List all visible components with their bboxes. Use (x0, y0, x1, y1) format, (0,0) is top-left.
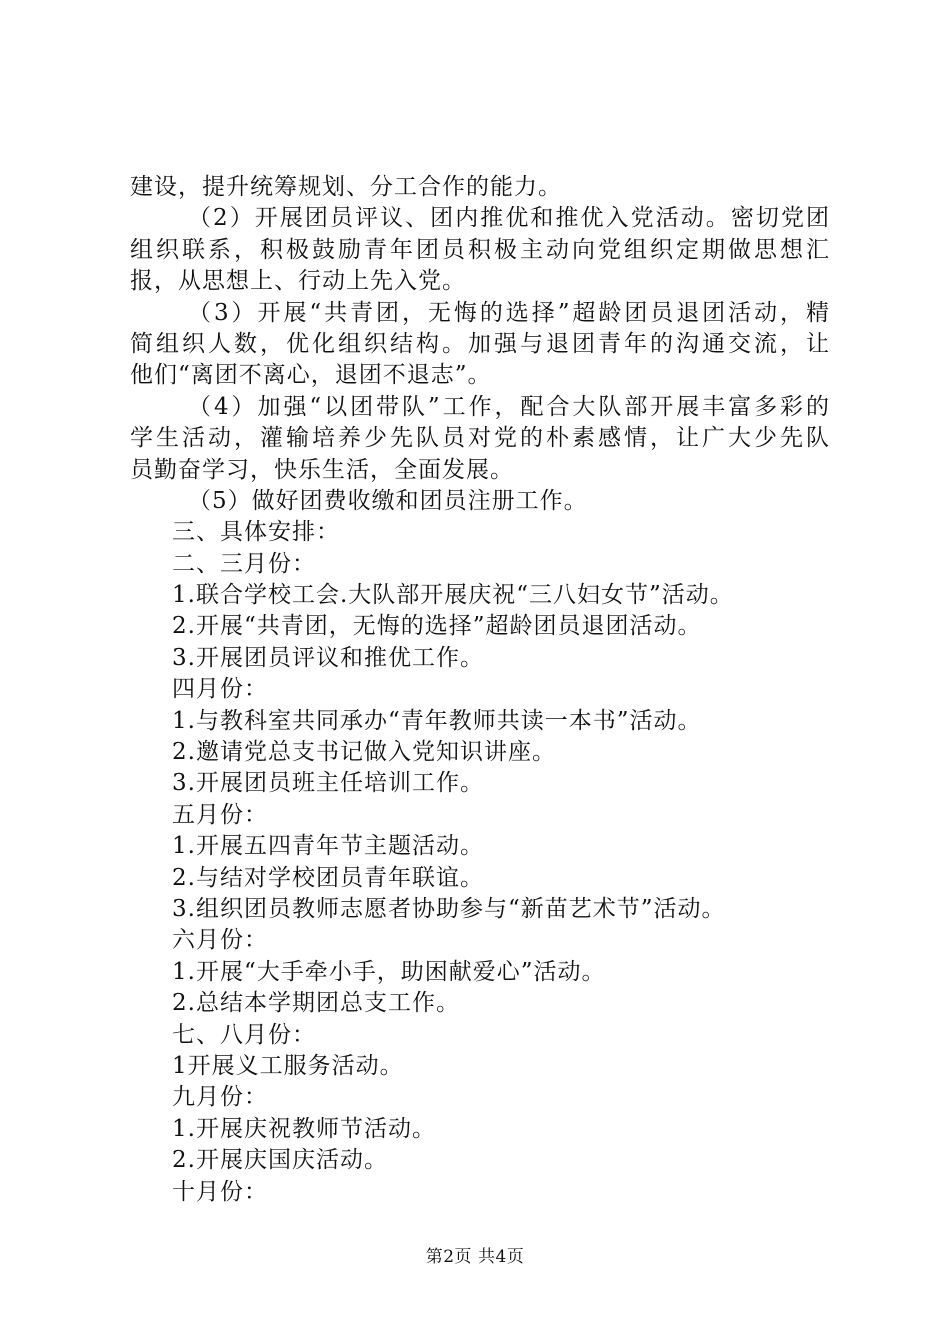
list-item: 3.开展团员评议和推优工作。 (172, 644, 484, 671)
month-heading: 九月份： (172, 1084, 268, 1111)
list-item: 1.开展五四青年节主题活动。 (172, 833, 484, 860)
text-line: 报，从思想上、行动上先入党。 (130, 268, 466, 295)
text-line: （3）开展“共青团，无悔的选择”超龄团员退团活动，精 (188, 299, 830, 326)
text-line: 建设，提升统筹规划、分工合作的能力。 (130, 174, 562, 200)
month-heading: 七、八月份： (172, 1021, 316, 1048)
text-line: 简组织人数，优化组织结构。加强与退团青年的沟通交流，让 (130, 330, 830, 357)
list-item: 3.开展团员班主任培训工作。 (172, 770, 484, 797)
text-line: （2）开展团员评议、团内推优和推优入党活动。密切党团 (188, 205, 830, 232)
text-line: 组织联系，积极鼓励青年团员积极主动向党组织定期做思想汇 (130, 236, 830, 263)
month-heading: 六月份： (172, 927, 268, 954)
list-item: 2.与结对学校团员青年联谊。 (172, 864, 484, 891)
list-item: 3.组织团员教师志愿者协助参与“新苗艺术节”活动。 (172, 895, 726, 922)
text-line: （5）做好团费收缴和团员注册工作。 (188, 487, 588, 514)
list-item: 1开展义工服务活动。 (172, 1052, 404, 1079)
list-item: 2.总结本学期团总支工作。 (172, 990, 460, 1017)
list-item: 1.开展庆祝教师节活动。 (172, 1115, 436, 1142)
month-heading: 二、三月份： (172, 550, 316, 577)
page-number-footer: 第2页 共4页 (425, 1247, 525, 1267)
text-line: 学生活动，灌输培养少先队员对党的朴素感情，让广大少先队 (130, 425, 830, 452)
section-heading: 三、具体安排： (172, 519, 340, 546)
list-item: 1.与教科室共同承办“青年教师共读一本书”活动。 (172, 707, 702, 734)
list-item: 2.开展庆国庆活动。 (172, 1147, 388, 1174)
list-item: 2.邀请党总支书记做入党知识讲座。 (172, 739, 556, 766)
month-heading: 四月份： (172, 676, 268, 703)
list-item: 1.联合学校工会.大队部开展庆祝“三八妇女节”活动。 (172, 582, 734, 609)
list-item: 1.开展“大手牵小手，助困献爱心”活动。 (172, 958, 606, 985)
text-line: （4）加强“以团带队”工作，配合大队部开展丰富多彩的 (188, 393, 830, 420)
document-body (130, 172, 830, 1208)
month-heading: 十月份： (172, 1178, 268, 1205)
month-heading: 五月份： (172, 801, 268, 828)
text-line: 员勤奋学习，快乐生活，全面发展。 (130, 456, 514, 483)
list-item: 2.开展“共青团，无悔的选择”超龄团员退团活动。 (172, 613, 702, 640)
text-line: 他们“离团不离心，退团不退志”。 (130, 362, 492, 389)
